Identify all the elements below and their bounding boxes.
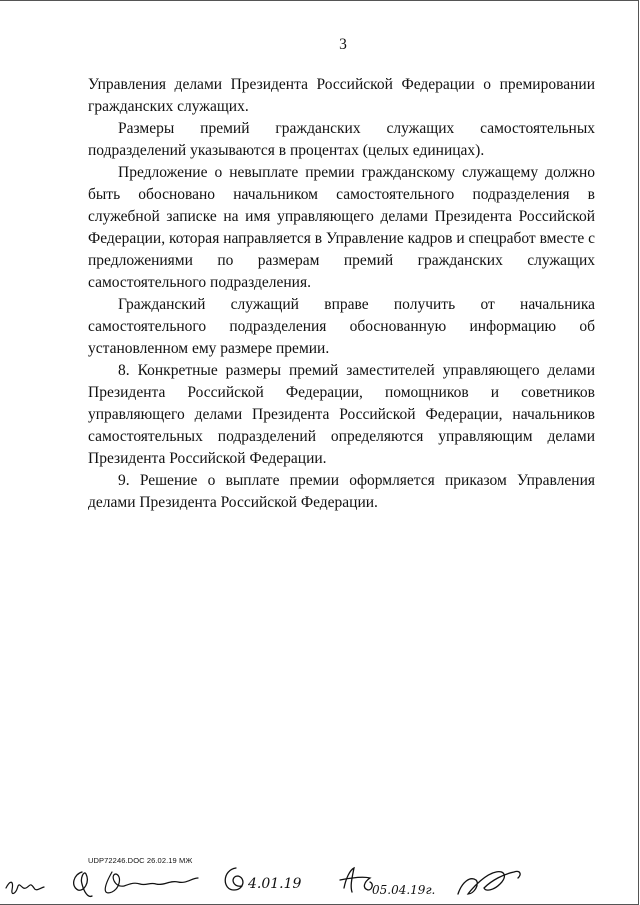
- signature-4: [225, 868, 243, 890]
- document-body: [88, 74, 595, 514]
- paragraph-2: Размеры премий гражданских служащих самостоятельных подразделений указываются в процентах (целых единицах).: [88, 120, 595, 159]
- paragraph-6-item-9: 9. Решение о выплате премии оформляется приказом Управления делами Президента Российской Федерации.: [88, 472, 595, 511]
- signature-5: [340, 868, 372, 892]
- signature-3: [105, 872, 198, 893]
- paragraph-5-item-8: 8. Конкретные размеры премий заместителей управляющего делами Президента Российской Федерации, помощников и советников управляющего делами Президента Российской Федерации, начальников самостоятельных подразделений определяются управляющим делами Президента Российской Федерации.: [88, 362, 595, 467]
- page-number: 3: [339, 36, 347, 53]
- signature-2: [74, 872, 92, 896]
- approval-signatures: [0, 860, 640, 905]
- paragraph-1: Управления делами Президента Российской Федерации о премировании гражданских служащих.: [88, 76, 595, 115]
- signature-6: [458, 871, 520, 894]
- signature-date-2: 05.04.19г.: [372, 883, 436, 897]
- footer-document-reference: UDP72246.DOC 26.02.19 МЖ: [88, 856, 193, 865]
- paragraph-4: Гражданский служащий вправе получить от начальника самостоятельного подразделения обоснованную информацию об установленном ему размере премии.: [88, 296, 595, 357]
- paragraph-3: Предложение о невыплате премии гражданскому служащему должно быть обосновано начальником самостоятельного подразделения в служебной записке на имя управляющего делами Президента Российской Федерации, которая направляется в Управление кадров и спецработ вместе с предложениями по размерам премий гражданских служащих самостоятельного подразделения.: [88, 164, 595, 291]
- signature-date-1: 4.01.19: [248, 876, 302, 892]
- signature-1: [6, 882, 44, 893]
